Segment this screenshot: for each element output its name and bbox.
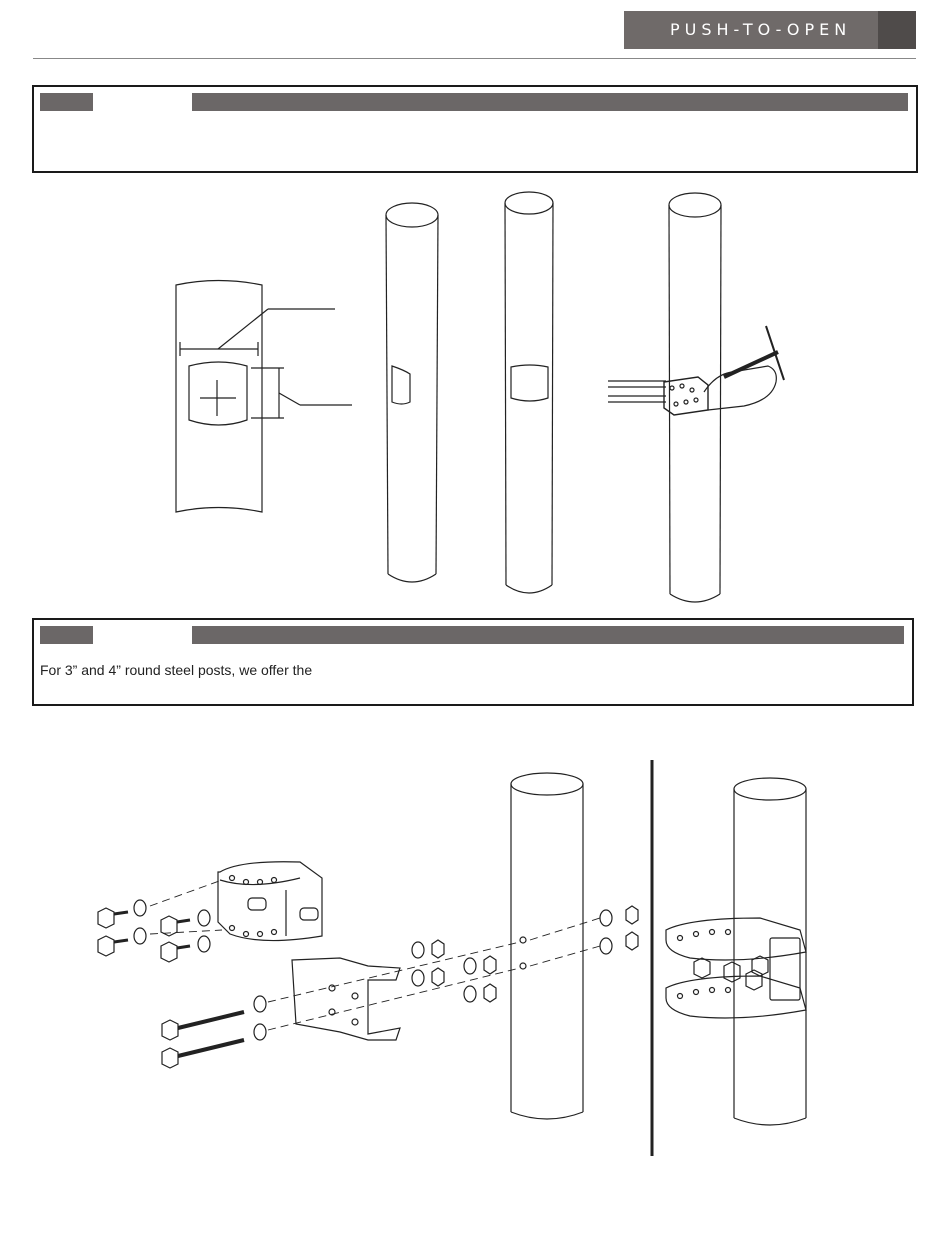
post-with-clamp-figure xyxy=(608,193,784,602)
section-2-text: For 3” and 4” round steel posts, we offer the xyxy=(40,662,313,678)
post-cutout-template-figure xyxy=(176,281,352,513)
short-bolts xyxy=(98,908,190,962)
nuts-middle xyxy=(412,940,496,1002)
bracket-exploded-view xyxy=(98,773,638,1119)
post-front-window-figure xyxy=(505,192,553,593)
bracket-assembled-view xyxy=(666,778,806,1125)
post-side-cut-figure xyxy=(386,203,438,582)
header-title: PUSH-TO-OPEN xyxy=(670,20,852,39)
long-bolts xyxy=(162,1012,244,1068)
nuts-right xyxy=(600,906,638,954)
washers-left xyxy=(134,900,266,1040)
